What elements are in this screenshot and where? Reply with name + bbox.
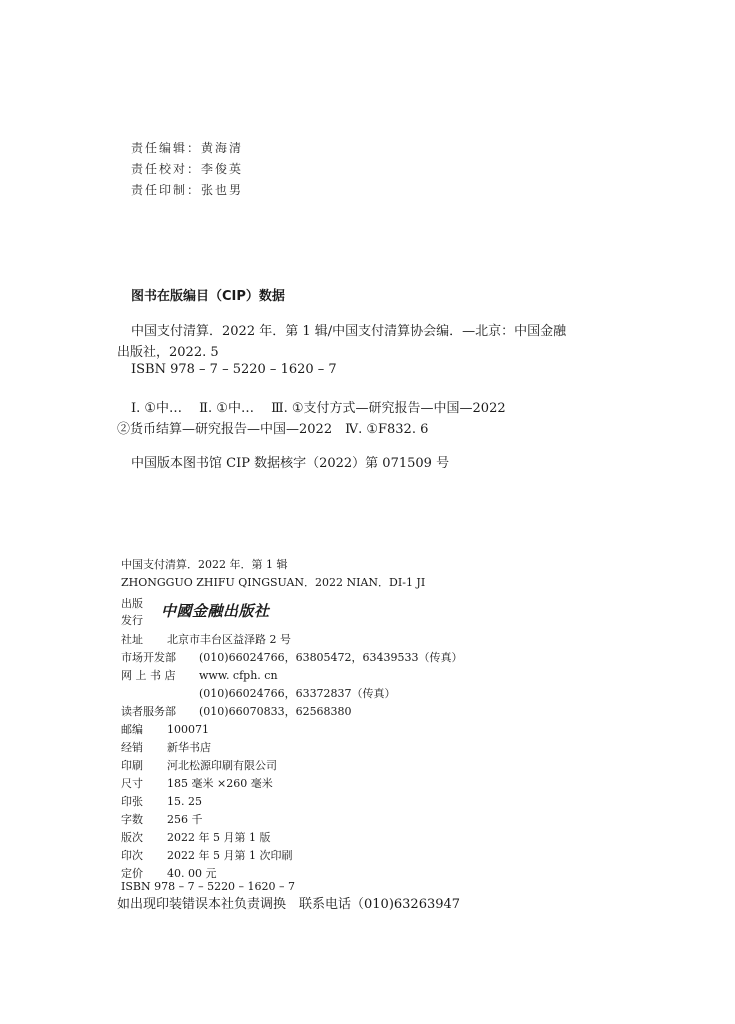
imprint-isbn: ISBN 978 – 7 – 5220 – 1620 – 7: [121, 880, 296, 893]
publish-label: 出版: [121, 597, 143, 610]
cip-title-line-continued: 出版社，2022. 5: [117, 345, 219, 360]
imprint-title: 中国支付清算．2022 年．第 1 辑: [121, 558, 288, 571]
staff-role: 责任校对：: [131, 162, 202, 176]
size-row: [121, 775, 273, 791]
cip-isbn: ISBN 978 – 7 – 5220 – 1620 – 7: [131, 362, 337, 377]
staff-role: 责任印制：: [131, 183, 202, 197]
edition-value: 2022 年 5 月第 1 版: [167, 831, 271, 844]
market-label: 市场开发部: [121, 651, 176, 664]
cip-title-line: 中国支付清算．2022 年．第 1 辑/中国支付清算协会编．—北京：中国金融: [131, 324, 567, 339]
publisher-logo: 中國金融出版社: [161, 602, 270, 620]
reader-service-row: [121, 703, 352, 719]
word-count-value: 256 千: [167, 813, 203, 826]
staff-proofreader: [131, 160, 243, 177]
staff-editor: [131, 139, 243, 156]
reader-service-value: (010)66070833，62568380: [199, 705, 352, 718]
price-row: [121, 865, 216, 881]
sheets-label: 印张: [121, 795, 143, 808]
staff-name: 黄海清: [201, 141, 244, 155]
online-phone-row: [121, 685, 396, 701]
printing-value: 2022 年 5 月第 1 次印刷: [167, 849, 293, 862]
size-value: 185 毫米 ×260 毫米: [167, 777, 273, 790]
address-value: 北京市丰台区益泽路 2 号: [167, 633, 291, 646]
printing-label: 印次: [121, 849, 143, 862]
sheets-value: 15. 25: [167, 795, 202, 808]
market-value: (010)66024766，63805472，63439533（传真）: [199, 651, 463, 664]
reader-service-label: 读者服务部: [121, 705, 176, 718]
size-label: 尺寸: [121, 777, 143, 790]
printer-value: 河北松源印刷有限公司: [167, 759, 277, 772]
edition-row: [121, 829, 270, 845]
market-row: [121, 649, 463, 665]
edition-label: 版次: [121, 831, 143, 844]
word-count-row: [121, 811, 203, 827]
online-store-url: www. cfph. cn: [199, 669, 278, 682]
staff-name: 李俊英: [201, 162, 244, 176]
sheets-row: [121, 793, 202, 809]
postcode-row: [121, 721, 209, 737]
distributor-row: [121, 739, 211, 755]
distributor-value: 新华书店: [167, 741, 211, 754]
online-store-label: 网 上 书 店: [121, 669, 176, 682]
postcode-label: 邮编: [121, 723, 143, 736]
cip-heading: 图书在版编目（CIP）数据: [131, 289, 285, 304]
staff-printing-supervisor: [131, 181, 243, 198]
word-count-label: 字数: [121, 813, 143, 826]
cip-classification: Ⅰ. ①中… Ⅱ. ①中… Ⅲ. ①支付方式—研究报告—中国—2022: [131, 401, 506, 416]
staff-role: 责任编辑：: [131, 141, 202, 155]
issue-label: 发行: [121, 614, 143, 627]
online-store-phone: (010)66024766，63372837（传真）: [199, 687, 396, 700]
address-label: 社址: [121, 633, 143, 646]
cip-record-number: 中国版本图书馆 CIP 数据核字（2022）第 071509 号: [131, 456, 450, 471]
price-label: 定价: [121, 867, 143, 880]
imprint-pinyin: ZHONGGUO ZHIFU QINGSUAN．2022 NIAN．DI-1 JI: [121, 576, 426, 589]
printer-row: [121, 757, 277, 773]
staff-name: 张也男: [201, 183, 244, 197]
cip-classification-continued: ②货币结算—研究报告—中国—2022 Ⅳ. ①F832. 6: [117, 422, 429, 437]
distributor-label: 经销: [121, 741, 143, 754]
printing-row: [121, 847, 292, 863]
printer-label: 印刷: [121, 759, 143, 772]
online-store-row: [121, 667, 278, 683]
footer-notice: 如出现印装错误本社负责调换 联系电话（010)63263947: [117, 897, 461, 912]
price-value: 40. 00 元: [167, 867, 217, 880]
postcode-value: 100071: [167, 723, 209, 736]
address-row: [121, 631, 291, 647]
